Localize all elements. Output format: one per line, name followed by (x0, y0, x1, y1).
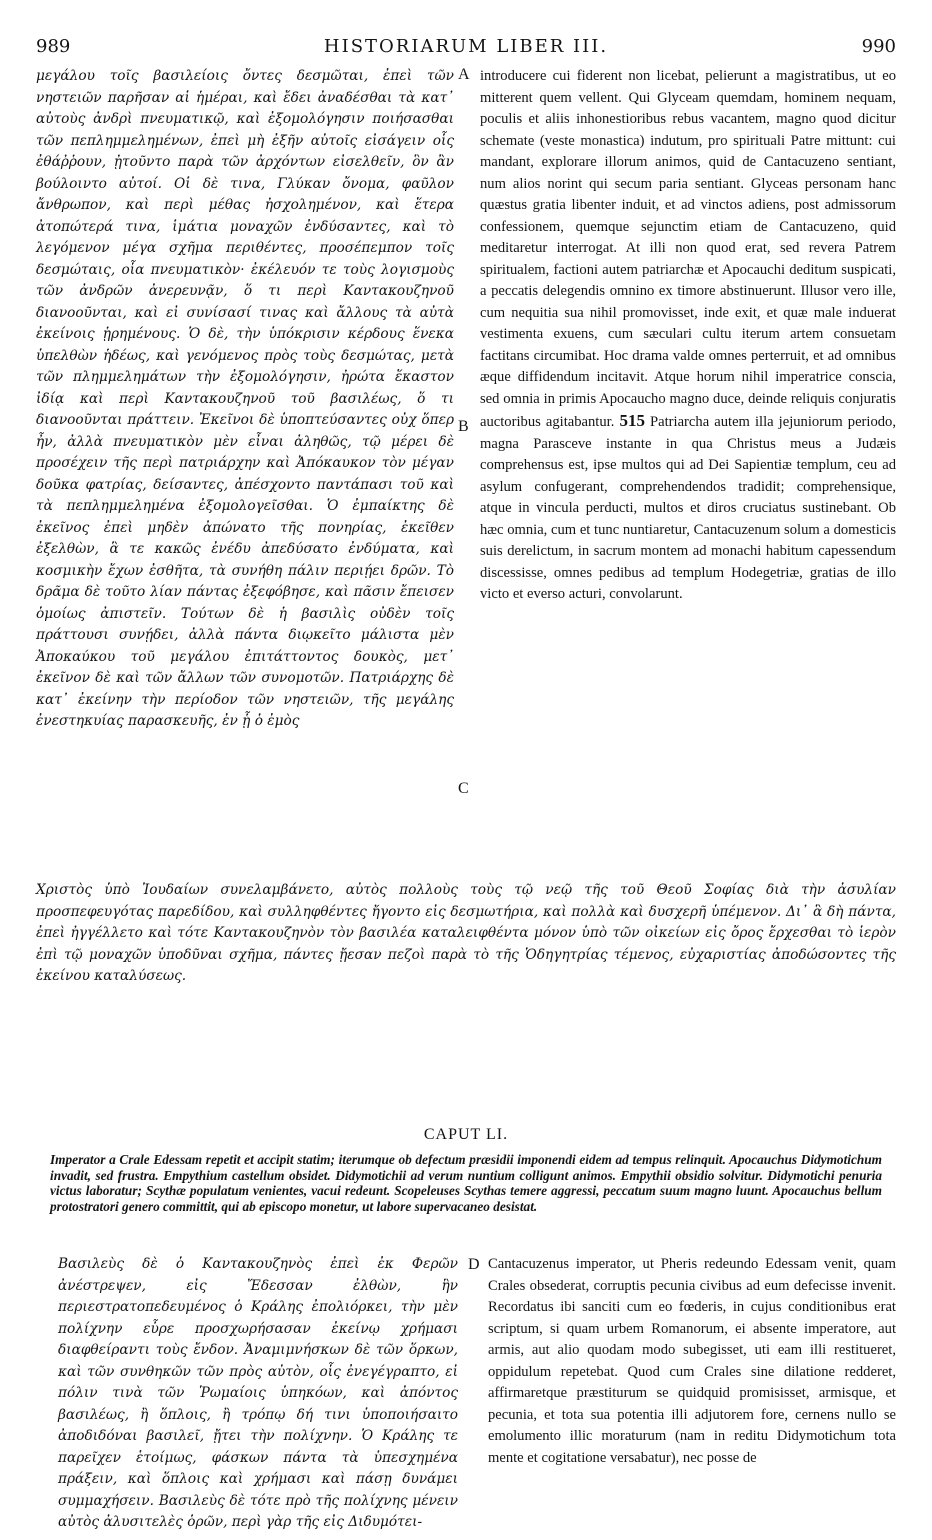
page-number-left: 989 (36, 36, 71, 57)
latin-text-lower: Cantacuzenus imperator, ut Pheris redeundo Edessam venit, quam Crales obsederat, corruptis pecunia civibus ad eum defecisse invenit. Recordatus ibi sanciti cum eo fœderis, in cujus conditionibus erat scriptum, si quam urbem Romanorum, ei absente imperatore, aut armis, aut alio quodam modo subegisset, uti eam illi restitueret, oppidulum repetebat. Quod cum Crales sine dilatione redderet, affirmaretque præstiturum se quidquid promisisset, armisque, et pecunia, et tota sua potentia illi adjutorem fore, cernens nullo se emolumento illic moraturum (nam in reditu Didymotichum tota mente et cogitatione versabatur), nec posse de (488, 1256, 896, 1466)
page-break-marker: 515 (619, 411, 645, 430)
margin-letter-a: A (458, 66, 470, 83)
greek-full-width (36, 880, 896, 996)
latin-text-upper (480, 66, 896, 606)
greek-text-lower: Βασιλεὺς δὲ ὁ Καντακουζηνὸς ἐπεὶ ἐκ Φερῶν ἀνέστρεψεν, εἰς Ἔδεσσαν ἐλθὼν, ἣν περιεστρατοπεδευμένος ὁ Κράλης ἐπολιόρκει, τὴν μὲν πολίχνην εὗρε προσχωρήσασαν ἐκείνῳ χρήμασι διαφθείραντι τοὺς ἔνδον. Ἀναμιμνήσκων δὲ τῶν ὅρκων, καὶ τῶν συνθηκῶν τῶν πρὸς αὐτὸν, οἷς ἐνεγέγραπτο, εἰ πόλιν τινὰ τῶν Ῥωμαίοις ὑπηκόων, καὶ ἀπόντος βασιλέως, ἢ ὅπλοις, ἢ τρόπῳ δή τινι ὑποποιήσαιτο ἀποδιδόναι βασιλεῖ, ᾔτει τὴν πολίχνην. Ὁ Κράλης τε παρεῖχεν ἑτοίμως, φάσκων πάντα τὰ ὑπεσχημένα πράξειν, καὶ ὅπλοις καὶ χρήμασι καὶ πάσῃ δυνάμει συμμαχήσειν. Βασιλεὺς δὲ τότε πρὸ τῆς πολίχνης μένειν αὐτὸς ἀλυσιτελὲς ὁρῶν, περὶ γὰρ τῆς εἰς Διδυμότει- (58, 1256, 458, 1530)
running-title: HISTORIARUM LIBER III. (323, 36, 609, 57)
latin-text-upper-b: Patriarcha autem illa jejuniorum periodo, magna Parasceve instante in qua Christus meus a Judæis comprehensus est, ipse multos qui ad Dei Sapientiæ templum, ceu ad asylum confugerant, comprehendendos tradidit; comprehensique, atque in vincula perducti, multos et diros cruciatus sustinebant. Ob hæc omnia, cum et tunc nuntiaretur, Cantacuzenum solum a domesticis suis derelictum, in sacrum montem ad monachi habitum capessendum discessisse, omnes pedibus ad templum Hodegetriæ, gratias de illo victo et everso acturi, convolarunt. (480, 414, 897, 602)
margin-letter-c: C (458, 780, 469, 797)
greek-column-upper (36, 66, 454, 876)
greek-column-lower (58, 1254, 458, 1530)
chapter-summary: Imperator a Crale Edessam repetit et accipit statim; iterumque ob defectum præsidii imponendi eidem ad tempus relinquit. Apocauchus Didymotichum invadit, sed frustra. Empythium castellum obsidet. Didymotichii ad verum nuntium colligunt animos. Empythii obsidio solvitur. Didymotichi penuria victus laboratur; Scythæ populatum venientes, vacui redeunt. Scopeleuses Scythas temere aggressi, peccatum suum magno luunt. Apocauchus bellum protostratori genero committit, qui ab episcopo monetur, ut labore supervacaneo desistat. (50, 1152, 882, 1214)
latin-text-upper-a: introducere cui fiderent non licebat, pelierunt a magistratibus, ut eo mitterent quem vellent. Qui Glyceam quemdam, hominem nequam, poculis et aliis inhonestioribus rebus vacantem, magno quod dicitur schemate (veste monastica) indutum, pro spirituali Patre mittunt: cui mandant, explorare illorum animos, quid de Cantacuzeno sentiant, num alios norint qui secum paria sentiant. Glyceas personam hanc quæstus gratia libenter induit, et ad vinctos adiens, post admissorum confessionem, quemque sejunctim etiam de Cantacuzeno, quid meditaretur interrogat. At illi non quod erat, sed revera Patrem spiritualem, factioni autem patriarchæ et Apocauchi deditum suspicati, a peccatis delegendis omnino ex timore abstinuerunt. Illusor vero ille, cum nequitia sua nihil promovisset, inde exit, et quæ male induerat vestimenta exuens, cum sæculari cultu iterum artem consuetam factitans circumibat. Hoc drama valde omnes perterruit, et ad omnibus æque diffidendum incitavit. Atque horum nihil imperatrice conscia, sed omnia in primis Apocaucho magno duce, deinde reliquis conjuratis auctoribus agitabantur. (480, 68, 896, 430)
greek-text-full-width: Χριστὸς ὑπὸ Ἰουδαίων συνελαμβάνετο, αὐτὸς πολλοὺς τοὺς τῷ νεῷ τῆς τοῦ Θεοῦ Σοφίας διὰ τὴν ἀσυλίαν προσπεφευγότας παρεδίδου, καὶ συλληφθέντες ἤγοντο εἰς δεσμωτήρια, καὶ πολλὰ καὶ δυσχερῆ ὑπέμενον. Δι᾽ ἃ δὴ πάντα, ἐπεὶ ἠγγέλλετο καὶ τότε Καντακουζηνὸν τὸν βασιλέα καταλειφθέντα μόνον ὑπὸ τῶν οἰκείων εἰς ὄρος ἔρχεσθαι τὸ ἱερὸν ἐπὶ τῷ μοναχῶν ὑποδῦναι σχῆμα, πάντες ᾔεσαν πεζοὶ παρὰ τὸ τῆς Ὁδηγητρίας τέμενος, εὐχαριστίας ἀποδώσοντες τῆς ἐκείνου καταλύσεως. (36, 882, 896, 984)
latin-column-upper (480, 66, 896, 876)
page-number-right: 990 (861, 36, 896, 57)
chapter-heading: CAPUT LI. (423, 1126, 509, 1143)
margin-letter-d: D (468, 1256, 480, 1273)
running-header (36, 36, 896, 60)
latin-column-lower (488, 1254, 896, 1524)
margin-letter-b: B (458, 418, 469, 435)
greek-text-upper: μεγάλου τοῖς βασιλείοις ὄντες δεσμῶται, ἐπεὶ τῶν νηστειῶν παρῆσαν αἱ ἡμέραι, καὶ ἔδει ἀναδέσθαι τὰ κατ᾽ αὐτοὺς ἀνδρὶ πνευματικῷ, καὶ ἐξομολόγησιν ποιήσασθαι τῶν πεπλημμελημένων, ἐπεὶ μὴ ἐξῆν αὐτοῖς εἰσάγειν οἷς ἐθάῤῥουν, ᾐτοῦντο παρὰ τῶν ἀρχόντων εἰσελθεῖν, ὃν ἂν βούλοιντο αὐτοί. Οἱ δὲ τινα, Γλύκαν ὄνομα, φαῦλον ἄνθρωπον, καὶ περὶ μέθας ἠσχολημένον, καὶ ἕτερα ἀτοπώτερά τινα, ἱμάτια μοναχῶν ἐνδύσαντες, καὶ τὸ λεγόμενον μέγα σχῆμα περιθέντες, προσέπεμπον τοῖς δεσμώταις, οἷα πνευματικὸν· ἐκέλευόν τε τοὺς λογισμοὺς τῶν ἀνδρῶν ἀνερευνᾷν, ὅ τι περὶ Καντακουζηνοῦ διανοοῦνται, καὶ εἰ συνίσασί τινας καὶ ἄλλους τὰ αὐτὰ ἐκείνοις ᾑρημένους. Ὁ δὲ, τὴν ὑπόκρισιν κέρδους ἕνεκα ὑπελθὼν ἡδέως, καὶ γενόμενος πρὸς τοὺς δεσμώτας, μετὰ τῶν πλημμελημάτων τὴν ἐξομολόγησιν, ἠρώτα ἕκαστον ἰδίᾳ καὶ περὶ Καντακουζηνοῦ τοῦ βασιλέως, ὅ τι διανοοῦνται πράττειν. Ἐκεῖνοι δὲ ὑποπτεύσαντες οὐχ ὅπερ ἦν, ἀλλὰ πνευματικὸν μὲν εἶναι ἀληθῶς, τῷ μέρει δὲ προσέχειν τῆς περὶ πατριάρχην καὶ Ἀπόκαυκον τὸν μέγαν δοῦκα φατρίας, δείσαντες, ἀπέσχοντο παντάπασι τοῦ καὶ τὰ πεπλημμελημένα ἐξομολογεῖσθαι. Ὁ ἐμπαίκτης δὲ ἐκεῖνος ἐπεὶ μηδὲν ἀπώνατο τῆς πονηρίας, ἐκεῖθεν ἐξελθὼν, ἃ τε κακῶς ἐνέδυ ἀπεδύσατο ἐνδύματα, καὶ κοσμικὴν ἔχων ἐσθῆτα, τὰ συνήθη πάλιν περιῄει δρῶν. Τὸ δρᾶμα δὲ τοῦτο λίαν πάντας ἐξεφόβησε, καὶ πᾶσιν ἔπεισεν ὁμοίως ἀπιστεῖν. Τούτων δὲ ἡ βασιλὶς οὐδὲν τοῖς πράττουσι συνῄδει, ἀλλὰ πάντα διῳκεῖτο μάλιστα μὲν Ἀποκαύκου τοῦ μεγάλου ἐπιτάττοντος δουκὸς, μετ᾽ ἐκεῖνον δὲ καὶ τῶν ἄλλων τῶν συνομοτῶν. Πατριάρχης δὲ κατ᾽ ἐκείνην τὴν περίοδον τῶν νηστειῶν, τῆς μεγάλης ἐνεστηκυίας παρασκευῆς, ἐν ᾗ ὁ ἐμὸς (36, 68, 454, 729)
